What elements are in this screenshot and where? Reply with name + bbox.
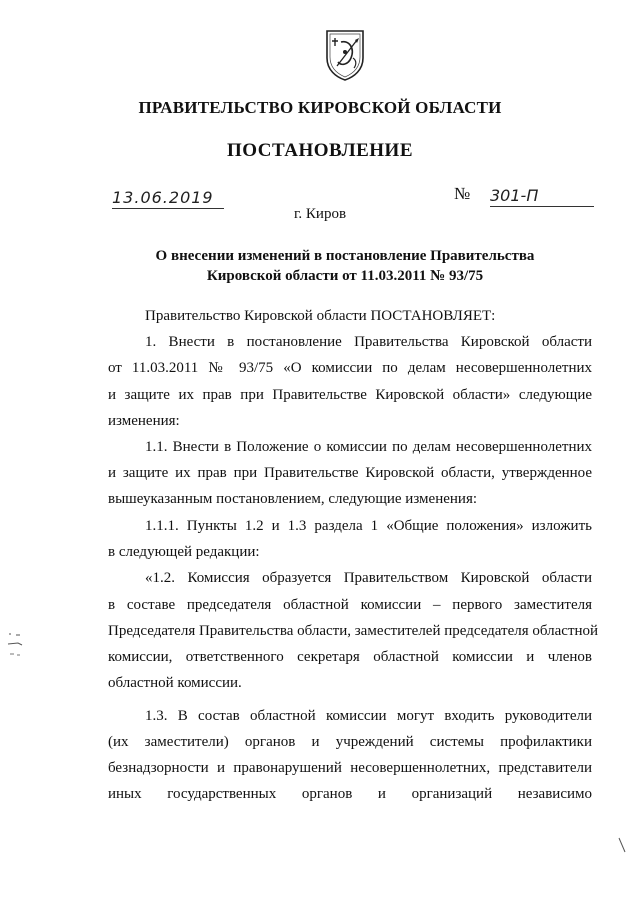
body-line: 1. Внести в постановление Правительства Кировской области (145, 334, 592, 350)
body-line: в составе председателя областной комиссии – первого заместителя (108, 597, 592, 613)
city-name: г. Киров (293, 206, 347, 222)
scan-margin-marks (6, 630, 26, 670)
scan-corner-mark (617, 836, 629, 856)
body-line: Председателя Правительства области, заместителей председателя областной (108, 623, 599, 639)
body-line: областной комиссии. (108, 675, 242, 691)
body-line: вышеуказанным постановлением, следующие изменения: (108, 491, 478, 507)
document-number-block (454, 184, 594, 208)
body-line: «1.2. Комиссия образуется Правительством Кировской области (145, 570, 592, 586)
document-subject (140, 246, 550, 286)
subject-line: Кировской области от 11.03.2011 № 93/75 (206, 268, 484, 284)
document-number: 301-П (490, 186, 594, 207)
body-line: 1.3. В состав областной комиссии могут входить руководители (145, 708, 592, 724)
body-line: Правительство Кировской области ПОСТАНОВЛЯЕТ: (145, 308, 496, 324)
body-line: комиссии, ответственного секретаря областной комиссии и членов (108, 649, 592, 665)
body-line: и защите их прав при Правительстве Кировской области» следующие (108, 387, 592, 403)
body-line: безнадзорности и правонарушений несовершеннолетних, представители (108, 760, 592, 776)
body-line: 1.1. Внести в Положение о комиссии по делам несовершеннолетних (145, 439, 592, 455)
document-type-title: ПОСТАНОВЛЕНИЕ (226, 140, 414, 161)
body-line: изменения: (108, 413, 180, 429)
body-line: от 11.03.2011 № 93/75 «О комиссии по делам несовершеннолетних (108, 360, 592, 376)
body-line: 1.1.1. Пункты 1.2 и 1.3 раздела 1 «Общие положения» изложить (145, 518, 592, 534)
kirov-region-coat-of-arms-icon (323, 28, 367, 82)
body-line: иных государственных органов и организаций независимо (108, 786, 592, 802)
number-sign: № (454, 184, 471, 203)
document-date: 13.06.2019 (112, 188, 224, 209)
body-line: и защите их прав при Правительстве Кировской области, утвержденное (108, 465, 592, 481)
body-line: (их заместители) органов и учреждений системы профилактики (108, 734, 592, 750)
body-line: в следующей редакции: (108, 544, 260, 560)
subject-line: О внесении изменений в постановление Правительства (155, 248, 535, 264)
organization-title: ПРАВИТЕЛЬСТВО КИРОВСКОЙ ОБЛАСТИ (138, 98, 502, 117)
